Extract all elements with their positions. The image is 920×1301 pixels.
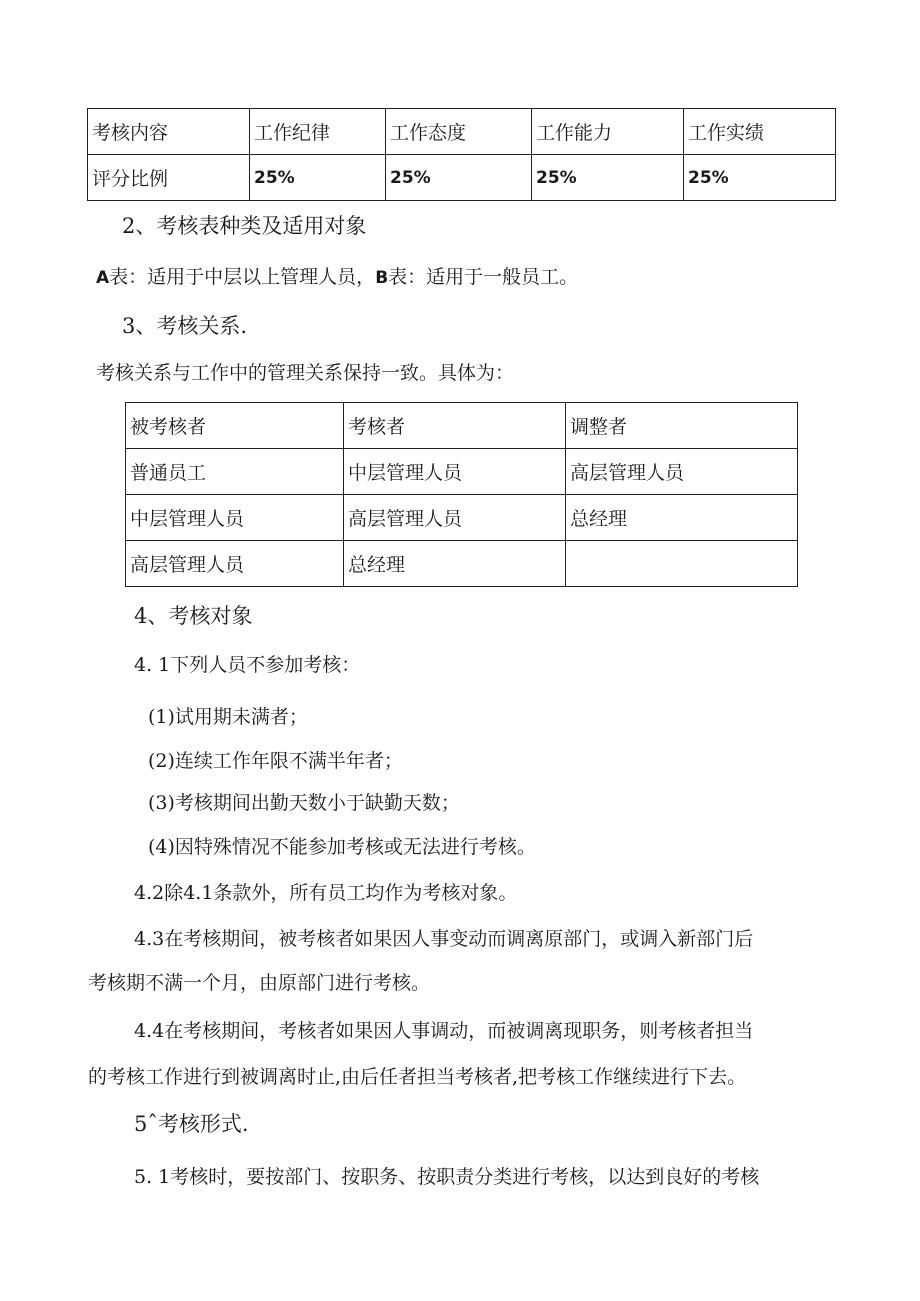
relation-cell: 高层管理人员 <box>126 541 344 587</box>
form-a-text: 表：适用于中层以上管理人员， <box>109 266 376 288</box>
section5-heading: 5ˆ考核形式. <box>134 1112 249 1136</box>
header-cell: 考核内容 <box>88 109 250 155</box>
paragraph-4-3-line2: 考核期不满一个月，由原部门进行考核。 <box>88 972 431 994</box>
paragraph-4-4-line1: 4.4在考核期间，考核者如果因人事调动，而被调离现职务，则考核者担当 <box>134 1020 754 1042</box>
score-table-ratio-row <box>88 155 836 201</box>
relation-cell: 总经理 <box>344 541 566 587</box>
relation-table <box>125 402 798 587</box>
relation-cell: 调整者 <box>566 403 798 449</box>
paragraph-4-3-line1: 4.3在考核期间，被考核者如果因人事变动而调离原部门，或调入新部门后 <box>134 928 754 950</box>
relation-cell: 考核者 <box>344 403 566 449</box>
relation-cell: 高层管理人员 <box>566 449 798 495</box>
header-cell: 工作实绩 <box>684 109 836 155</box>
score-table-header-row <box>88 109 836 155</box>
relation-row <box>126 541 798 587</box>
ratio-cell: 25% <box>684 155 836 201</box>
ratio-cell: 25% <box>386 155 532 201</box>
form-a-letter: A <box>96 268 110 288</box>
relation-cell <box>566 541 798 587</box>
paragraph-4-4-line2: 的考核工作进行到被调离时止,由后任者担当考核者,把考核工作继续进行下去。 <box>88 1066 747 1088</box>
form-b-text: 表：适用于一般员工。 <box>388 266 579 288</box>
section2-heading: 2、考核表种类及适用对象 <box>122 214 367 238</box>
paragraph-4-1: 4. 1下列人员不参加考核： <box>134 654 361 676</box>
section4-heading: 4、考核对象 <box>134 604 253 628</box>
exclusion-item: (4)因特殊情况不能参加考核或无法进行考核。 <box>148 836 536 858</box>
header-cell: 工作能力 <box>532 109 684 155</box>
relation-row <box>126 449 798 495</box>
section3-intro: 考核关系与工作中的管理关系保持一致。具体为： <box>96 362 515 384</box>
exclusion-item: (1)试用期未满者； <box>148 706 308 728</box>
section3-heading: 3、考核关系. <box>122 314 248 338</box>
header-cell: 工作态度 <box>386 109 532 155</box>
ratio-cell: 25% <box>532 155 684 201</box>
score-ratio-table <box>87 108 836 201</box>
exclusion-item: (2)连续工作年限不满半年者； <box>148 750 403 772</box>
exclusion-item: (3)考核期间出勤天数小于缺勤天数； <box>148 792 460 814</box>
relation-cell: 中层管理人员 <box>344 449 566 495</box>
header-cell: 工作纪律 <box>250 109 386 155</box>
relation-cell: 总经理 <box>566 495 798 541</box>
ratio-cell: 25% <box>250 155 386 201</box>
relation-row <box>126 403 798 449</box>
paragraph-5-1: 5. 1考核时，要按部门、按职务、按职责分类进行考核，以达到良好的考核 <box>134 1166 760 1188</box>
relation-cell: 高层管理人员 <box>344 495 566 541</box>
form-b-letter: B <box>375 268 389 288</box>
relation-cell: 被考核者 <box>126 403 344 449</box>
paragraph-4-2: 4.2除4.1条款外，所有员工均作为考核对象。 <box>134 882 518 904</box>
relation-row <box>126 495 798 541</box>
ratio-label-cell: 评分比例 <box>88 155 250 201</box>
relation-cell: 中层管理人员 <box>126 495 344 541</box>
relation-cell: 普通员工 <box>126 449 344 495</box>
section2-text <box>96 262 578 289</box>
